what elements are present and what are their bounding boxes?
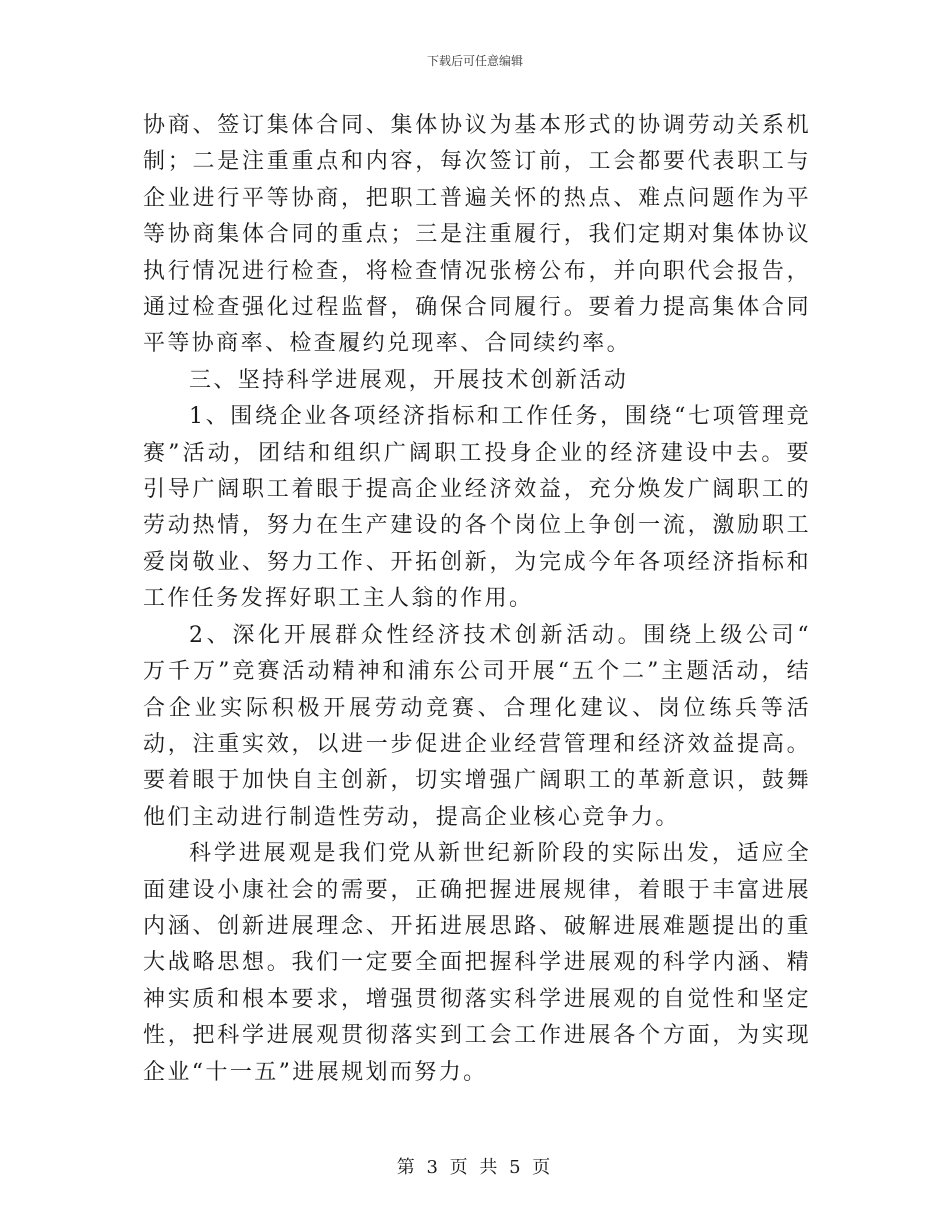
section-heading-tech-innovation: 三、坚持科学进展观，开展技术创新活动 [189, 367, 629, 393]
paragraph-item-2: 2、深化开展群众性经济技术创新活动。围绕上级公司“ 万千万”竞赛活动精神和浦东公司开展“五个二”主题活动，结合企业实际积极开展劳动竞赛、合理化建议、岗位练兵等活动，注重实效，以进一步促进企业经营管理和经济效益提高。要着眼于加快自主创新，切实增强广阔职工的革新意识，鼓舞他们主动进行制造性劳动，提高企业核心竞争力。 [143, 622, 811, 830]
page-number: 第 3 页 共 5 页 [396, 1157, 554, 1178]
paragraph-item-1: 1、围绕企业各项经济指标和工作任务，围绕“七项管理竞赛”活动，团结和组织广阔职工投身企业的经济建设中去。要引导广阔职工着眼于提高企业经济效益，充分焕发广阔职工的劳动热情，努力在生产建设的各个岗位上争创一流，激励职工爱岗敬业、努力工作、开拓创新，为完成今年各项经济指标和工作任务发挥好职工主人翁的作用。 [143, 404, 811, 612]
download-edit-note: 下载后可任意编辑 [426, 54, 523, 68]
paragraph-collective-contract: 协商、签订集体合同、集体协议为基本形式的协调劳动关系机制；二是注重重点和内容，每次签订前，工会都要代表职工与企业进行平等协商，把职工普遍关怀的热点、难点问题作为平等协商集体合同的重点；三是注重履行，我们定期对集体协议执行情况进行检查，将检查情况张榜公布，并向职代会报告，通过检查强化过程监督，确保合同履行。要着力提高集体合同平等协商率、检查履约兑现率、合同续约率。 [143, 113, 811, 357]
document-body [143, 108, 811, 1091]
paragraph-scientific-development: 科学进展观是我们党从新世纪新阶段的实际出发，适应全面建设小康社会的需要，正确把握进展规律，着眼于丰富进展内涵、创新进展理念、开拓进展思路、破解进展难题提出的重大战略思想。我们一定要全面把握科学进展观的科学内涵、精神实质和根本要求，增强贯彻落实科学进展观的自觉性和坚定性，把科学进展观贯彻落实到工会工作进展各个方面，为实现企业“十一五”进展规划而努力。 [143, 841, 811, 1085]
